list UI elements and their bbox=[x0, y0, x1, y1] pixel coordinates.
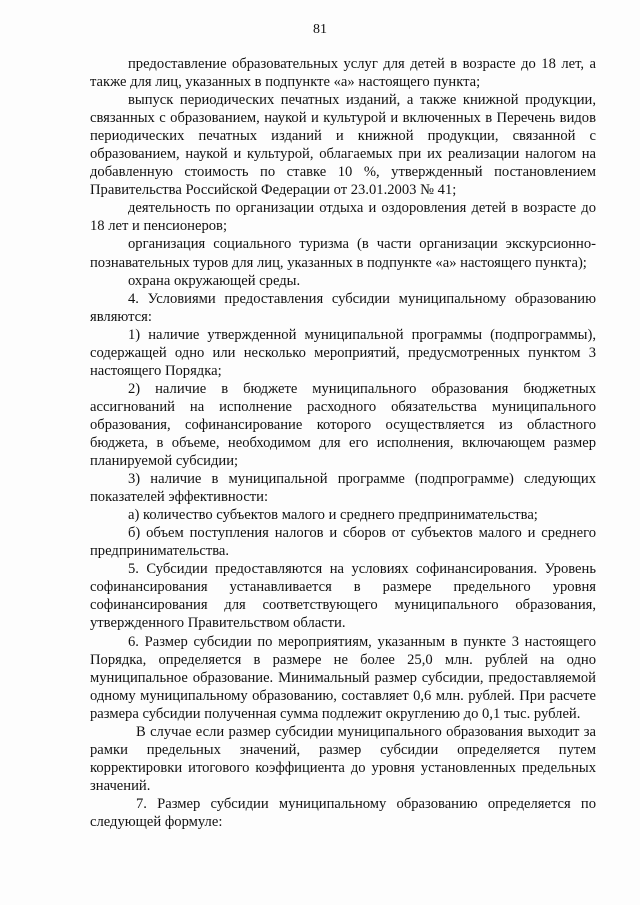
paragraph-section-4: 4. Условиями предоставления субсидии муниципальному образованию являются: bbox=[90, 290, 596, 325]
paragraph-indicator-a: а) количество субъектов малого и среднего предпринимательства; bbox=[128, 507, 538, 524]
paragraph-section-6: 6. Размер субсидии по мероприятиям, указанным в пункте 3 настоящего Порядка, определяется в размере не более 25,0 млн. рублей на одно муниципальное образование. Минимальный размер субсидии, предоставляемой одному муниципальному образованию, составляет 0,6 млн. рублей. При расчете размера субсидии полученная сумма подлежит округлению до 0,1 тыс. рублей. bbox=[90, 633, 596, 722]
paragraph-condition-1: 1) наличие утвержденной муниципальной программы (подпрограммы), содержащей одно или несколько мероприятий, предусмотренных пунктом 3 настоящего Порядка; bbox=[90, 326, 596, 379]
paragraph-social-tourism: организация социального туризма (в части организации экскурсионно-познавательных туров для лиц, указанных в подпункте «а» настоящего пункта); bbox=[90, 236, 596, 271]
paragraph-condition-3: 3) наличие в муниципальной программе (подпрограмме) следующих показателей эффективности: bbox=[90, 471, 596, 506]
paragraph-children-recreation: деятельность по организации отдыха и оздоровления детей в возрасте до 18 лет и пенсионеров; bbox=[90, 200, 596, 235]
paragraph-indicator-b: б) объем поступления налогов и сборов от субъектов малого и среднего предпринимательства. bbox=[90, 525, 596, 560]
paragraph-section-5: 5. Субсидии предоставляются на условиях софинансирования. Уровень софинансирования устанавливается в размере предельного уровня софинансирования для соответствующего муниципального образования, утвержденного Правительством области. bbox=[90, 561, 596, 632]
paragraph-environment-protection: охрана окружающей среды. bbox=[128, 272, 301, 289]
paragraph-section-7: 7. Размер субсидии муниципальному образованию определяется по следующей формуле: bbox=[90, 795, 596, 830]
paragraph-subsidy-correction: В случае если размер субсидии муниципального образования выходит за рамки предельных значений, размер субсидии определяется путем корректировки итогового коэффициента до уровня установленных предельных значений. bbox=[90, 723, 596, 794]
paragraph-periodical-publications: выпуск периодических печатных изданий, а также книжной продукции, связанных с образованием, наукой и культурой и включенных в Перечень видов периодических печатных изданий и книжной продукции, связанной с образованием, наукой и культурой, облагаемых при их реализации налогом на добавленную стоимость по ставке 10 %, утвержденный постановлением Правительства Российской Федерации от 23.01.2003 № 41; bbox=[90, 92, 596, 199]
paragraph-educational-services: предоставление образовательных услуг для детей в возрасте до 18 лет, а также для лиц, указанных в подпункте «а» настоящего пункта; bbox=[90, 56, 596, 91]
document-body bbox=[90, 55, 596, 831]
paragraph-condition-2: 2) наличие в бюджете муниципального образования бюджетных ассигнований на исполнение расходного обязательства муниципального образования, софинансирование которого осуществляется из областного бюджета, в объеме, необходимом для его исполнения, включающем размер планируемой субсидии; bbox=[90, 380, 596, 470]
page-number: 81 bbox=[313, 22, 327, 37]
